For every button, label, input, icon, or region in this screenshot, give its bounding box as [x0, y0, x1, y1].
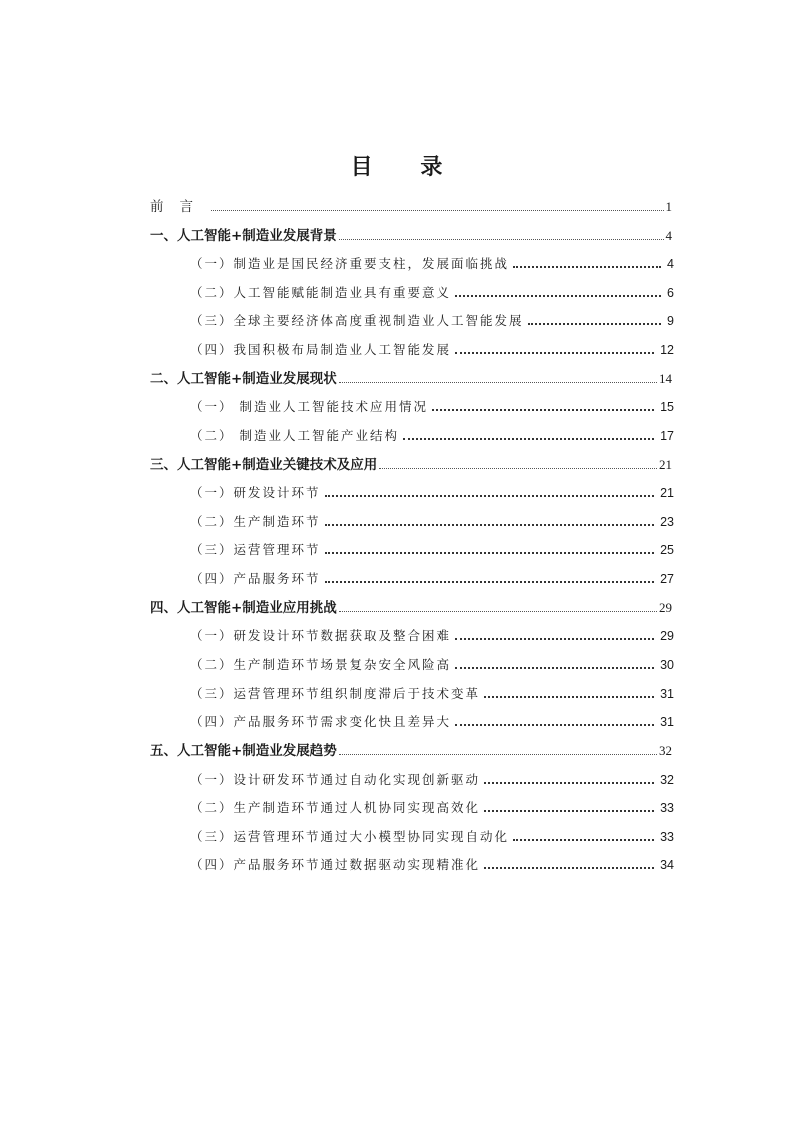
dot-leader: [455, 351, 654, 354]
toc-entry-section-1-4[interactable]: [190, 340, 674, 360]
dot-leader: [513, 265, 661, 268]
dot-leader: [484, 781, 654, 784]
toc-entry-label: （二）生产制造环节通过人机协同实现高效化: [190, 800, 481, 815]
dot-leader: [325, 523, 655, 526]
toc-entry-label: （四）产品服务环节需求变化快且差异大: [190, 714, 452, 729]
toc-entry-label: （四）产品服务环节通过数据驱动实现精准化: [190, 857, 481, 872]
toc-entry-section-5-2[interactable]: [190, 798, 674, 818]
dot-leader: [484, 695, 654, 698]
toc-entry-section-2-1[interactable]: [190, 397, 674, 417]
dot-leader: [211, 209, 664, 211]
toc-entry-page: 9: [667, 314, 674, 328]
dot-leader: [484, 866, 654, 869]
toc-entry-page: 29: [659, 600, 672, 615]
toc-entry-section-3-3[interactable]: [190, 540, 674, 560]
toc-entry-section-5-1[interactable]: [190, 770, 674, 790]
dot-leader: [379, 467, 657, 469]
toc-entry-page: 6: [667, 286, 674, 300]
toc-entry-page: 33: [660, 801, 674, 815]
dot-leader: [339, 238, 664, 240]
toc-entry-page: 12: [660, 343, 674, 357]
toc-entry-page: 4: [665, 228, 672, 243]
toc-entry-label: （三）运营管理环节通过大小模型协同实现自动化: [190, 829, 510, 844]
toc-entry-label: （一）研发设计环节数据获取及整合困难: [190, 628, 452, 643]
toc-entry-label: （二）人工智能赋能制造业具有重要意义: [190, 285, 452, 300]
toc-entry-label: （一）制造业是国民经济重要支柱，发展面临挑战: [190, 256, 510, 271]
toc-entry-label: （三）运营管理环节: [190, 542, 321, 557]
dot-leader: [339, 610, 657, 612]
toc-entry-label: （二） 制造业人工智能产业结构: [190, 428, 399, 443]
toc-entry-chapter-4[interactable]: [150, 598, 672, 618]
toc-entry-section-3-4[interactable]: [190, 569, 674, 589]
toc-entry-label: 一、人工智能+制造业发展背景: [150, 228, 337, 244]
toc-entry-page: 33: [660, 830, 674, 844]
toc-entry-page: 32: [659, 743, 672, 758]
dot-leader: [455, 666, 654, 669]
toc-entry-page: 27: [660, 572, 674, 586]
toc-entry-page: 34: [660, 858, 674, 872]
toc-entry-chapter-2[interactable]: [150, 369, 672, 389]
dot-leader: [403, 437, 654, 440]
dot-leader: [339, 753, 657, 755]
dot-leader: [325, 580, 655, 583]
toc-entry-page: 17: [660, 429, 674, 443]
dot-leader: [484, 809, 654, 812]
toc-entry-page: 4: [667, 257, 674, 271]
toc-entry-section-3-2[interactable]: [190, 512, 674, 532]
toc-entry-page: 31: [660, 687, 674, 701]
toc-entry-page: 30: [660, 658, 674, 672]
toc-entry-label: 三、人工智能+制造业关键技术及应用: [150, 457, 378, 473]
toc-entry-page: 21: [660, 486, 674, 500]
toc-entry-section-4-4[interactable]: [190, 712, 674, 732]
dot-leader: [528, 322, 662, 325]
toc-entry-page: 15: [660, 400, 674, 414]
toc-entry-label: （三）全球主要经济体高度重视制造业人工智能发展: [190, 313, 524, 328]
toc-entry-label: 四、人工智能+制造业应用挑战: [150, 600, 337, 616]
dot-leader: [325, 551, 655, 554]
toc-entry-page: 1: [665, 199, 672, 214]
toc-entry-label: （四）我国积极布局制造业人工智能发展: [190, 342, 452, 357]
toc-entry-page: 23: [660, 515, 674, 529]
toc-entry-label: （一）设计研发环节通过自动化实现创新驱动: [190, 772, 481, 787]
toc-entry-page: 14: [659, 371, 672, 386]
dot-leader: [325, 494, 655, 497]
toc-entry-label: （一） 制造业人工智能技术应用情况: [190, 399, 428, 414]
toc-entry-chapter-3[interactable]: [150, 455, 672, 475]
toc-entry-preface[interactable]: [150, 197, 672, 217]
toc-entry-section-1-3[interactable]: [190, 311, 674, 331]
dot-leader: [432, 408, 654, 411]
toc-entry-label: （二）生产制造环节场景复杂安全风险高: [190, 657, 452, 672]
toc-entry-page: 21: [659, 457, 672, 472]
dot-leader: [339, 381, 657, 383]
toc-entry-section-5-4[interactable]: [190, 855, 674, 875]
toc-entry-section-4-2[interactable]: [190, 655, 674, 675]
toc-entry-page: 31: [660, 715, 674, 729]
dot-leader: [455, 723, 654, 726]
toc-entry-section-4-3[interactable]: [190, 684, 674, 704]
page-title: 目 录: [350, 155, 463, 180]
toc-entry-label: 前言: [150, 199, 209, 215]
toc-entry-page: 25: [660, 543, 674, 557]
toc-entry-page: 29: [660, 629, 674, 643]
toc-entry-chapter-5[interactable]: [150, 741, 672, 761]
toc-entry-page: 32: [660, 773, 674, 787]
toc-entry-section-3-1[interactable]: [190, 483, 674, 503]
toc-entry-section-2-2[interactable]: [190, 426, 674, 446]
toc-entry-label: （一）研发设计环节: [190, 485, 321, 500]
toc-entry-label: （二）生产制造环节: [190, 514, 321, 529]
toc-entry-label: （三）运营管理环节组织制度滞后于技术变革: [190, 686, 481, 701]
toc-entry-section-4-1[interactable]: [190, 626, 674, 646]
toc-entry-section-5-3[interactable]: [190, 827, 674, 847]
dot-leader: [513, 838, 654, 841]
toc-entry-section-1-2[interactable]: [190, 283, 674, 303]
toc-entry-section-1-1[interactable]: [190, 254, 674, 274]
toc-entry-chapter-1[interactable]: [150, 226, 672, 246]
dot-leader: [455, 294, 661, 297]
toc-entry-label: （四）产品服务环节: [190, 571, 321, 586]
toc-entry-label: 五、人工智能+制造业发展趋势: [150, 743, 337, 759]
toc-entry-label: 二、人工智能+制造业发展现状: [150, 371, 337, 387]
dot-leader: [455, 637, 654, 640]
